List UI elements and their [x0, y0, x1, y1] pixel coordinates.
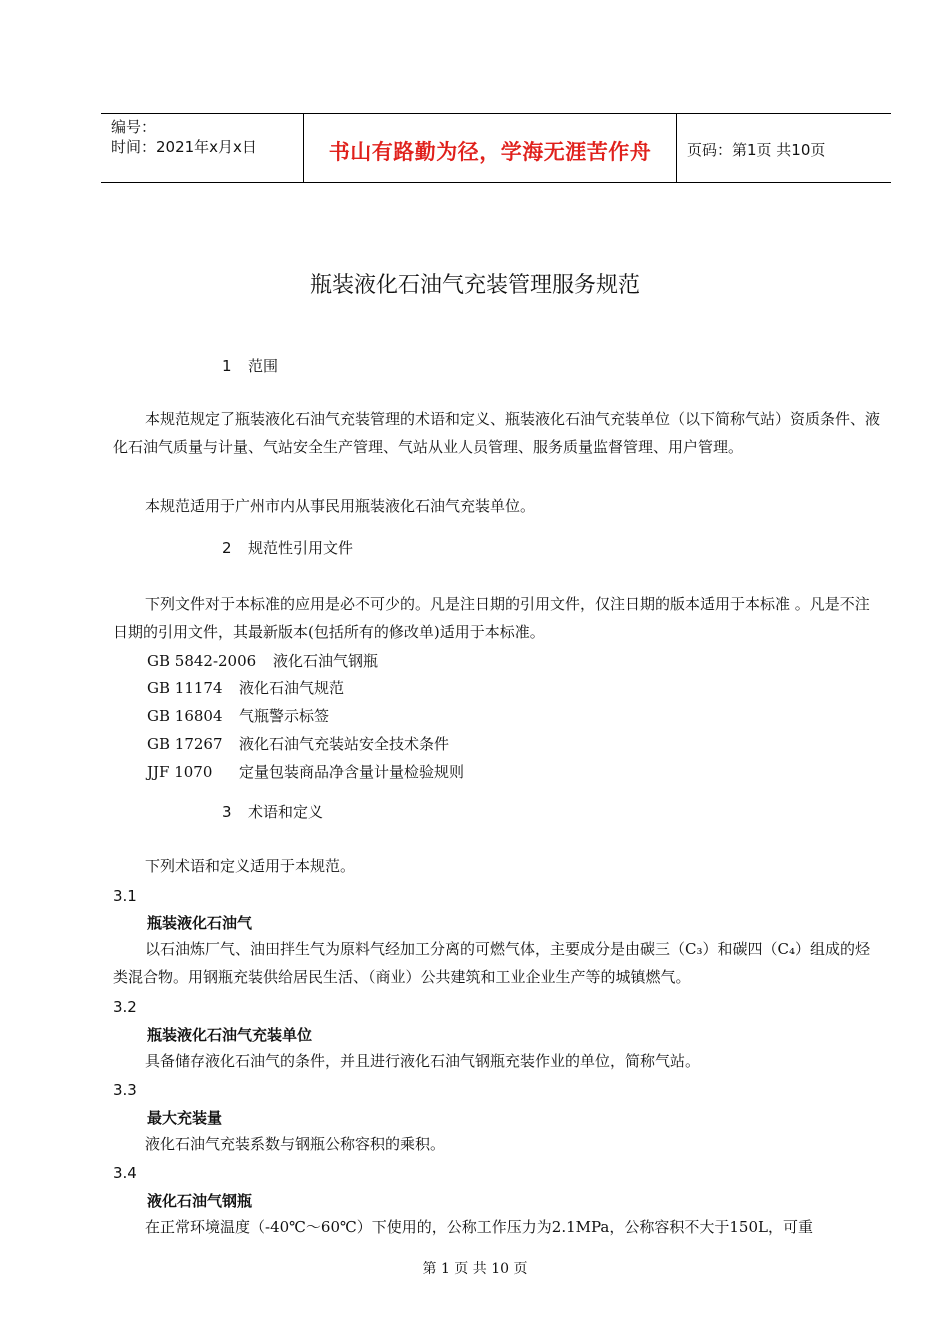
- section-title: 范围: [248, 357, 279, 375]
- section-3-intro: 下列术语和定义适用于本规范。: [145, 857, 356, 875]
- reference-name: 液化石油气钢瓶: [273, 652, 379, 670]
- page-footer: 第 1 页 共 10 页: [422, 1261, 528, 1277]
- reference-item: [147, 650, 378, 671]
- section-1-paragraph-1: 本规范规定了瓶装液化石油气充装管理的术语和定义、瓶装液化石油气充装单位（以下简称气站）资质条件、液化石油气质量与计量、气站安全生产管理、气站从业人员管理、服务质量监督管理、用户管理。: [113, 410, 881, 456]
- reference-code: GB 17267: [147, 735, 223, 753]
- reference-code: GB 11174: [147, 679, 223, 697]
- reference-code: GB 5842-2006: [147, 652, 257, 670]
- reference-item: [147, 761, 464, 782]
- term-name: 瓶装液化石油气充装单位: [147, 1026, 313, 1044]
- reference-item: [147, 705, 329, 726]
- document-title: 瓶装液化石油气充装管理服务规范: [309, 273, 640, 298]
- term-name: 瓶装液化石油气: [147, 914, 253, 932]
- reference-name: 气瓶警示标签: [239, 707, 330, 725]
- section-1-paragraph-2: 本规范适用于广州市内从事民用瓶装液化石油气充装单位。: [145, 497, 536, 515]
- section-number: 3: [222, 803, 232, 821]
- term-number: 3.1: [113, 887, 137, 905]
- reference-name: 液化石油气充装站安全技术条件: [239, 735, 450, 753]
- section-2-paragraph: 下列文件对于本标准的应用是必不可少的。凡是注日期的引用文件，仅注日期的版本适用于本标准 。凡是不注日期的引用文件，其最新版本(包括所有的修改单)适用于本标准。: [113, 595, 870, 641]
- motto-text: 书山有路勤为径，学海无涯苦作舟: [328, 139, 652, 164]
- section-3-heading: [222, 801, 323, 822]
- page-label: 页码：第1页 共10页: [687, 141, 826, 159]
- section-2-heading: [222, 537, 353, 558]
- term-number: 3.2: [113, 998, 137, 1016]
- section-title: 规范性引用文件: [248, 539, 354, 557]
- term-definition: 在正常环境温度（-40℃～60℃）下使用的，公称工作压力为2.1MPa，公称容积不大于150L，可重: [145, 1218, 813, 1236]
- header-left-cell: [101, 114, 304, 182]
- term-name: 最大充装量: [147, 1109, 223, 1127]
- reference-code: GB 16804: [147, 707, 223, 725]
- document-header-table: [101, 113, 891, 183]
- reference-name: 液化石油气规范: [239, 679, 345, 697]
- reference-name: 定量包装商品净含量计量检验规则: [239, 763, 465, 781]
- section-1-heading: [222, 355, 278, 376]
- term-definition: 以石油炼厂气、油田拌生气为原料气经加工分离的可燃气体，主要成分是由碳三（C₃）和碳四（C₄）组成的烃类混合物。用钢瓶充装供给居民生活、（商业）公共建筑和工业企业生产等的城镇燃气。: [113, 940, 870, 986]
- number-label: 编号：: [111, 118, 157, 136]
- section-number: 2: [222, 539, 232, 557]
- reference-code: JJF 1070: [147, 763, 213, 781]
- reference-item: [147, 677, 344, 698]
- reference-item: [147, 733, 449, 754]
- term-name: 液化石油气钢瓶: [147, 1192, 253, 1210]
- section-number: 1: [222, 357, 232, 375]
- term-definition: 液化石油气充装系数与钢瓶公称容积的乘积。: [145, 1135, 446, 1153]
- section-title: 术语和定义: [248, 803, 324, 821]
- term-number: 3.4: [113, 1164, 137, 1182]
- term-definition: 具备储存液化石油气的条件，并且进行液化石油气钢瓶充装作业的单位，简称气站。: [145, 1052, 701, 1070]
- header-center-cell: [304, 114, 677, 182]
- term-number: 3.3: [113, 1081, 137, 1099]
- header-right-cell: [677, 114, 891, 182]
- time-label: 时间：2021年x月x日: [111, 138, 257, 156]
